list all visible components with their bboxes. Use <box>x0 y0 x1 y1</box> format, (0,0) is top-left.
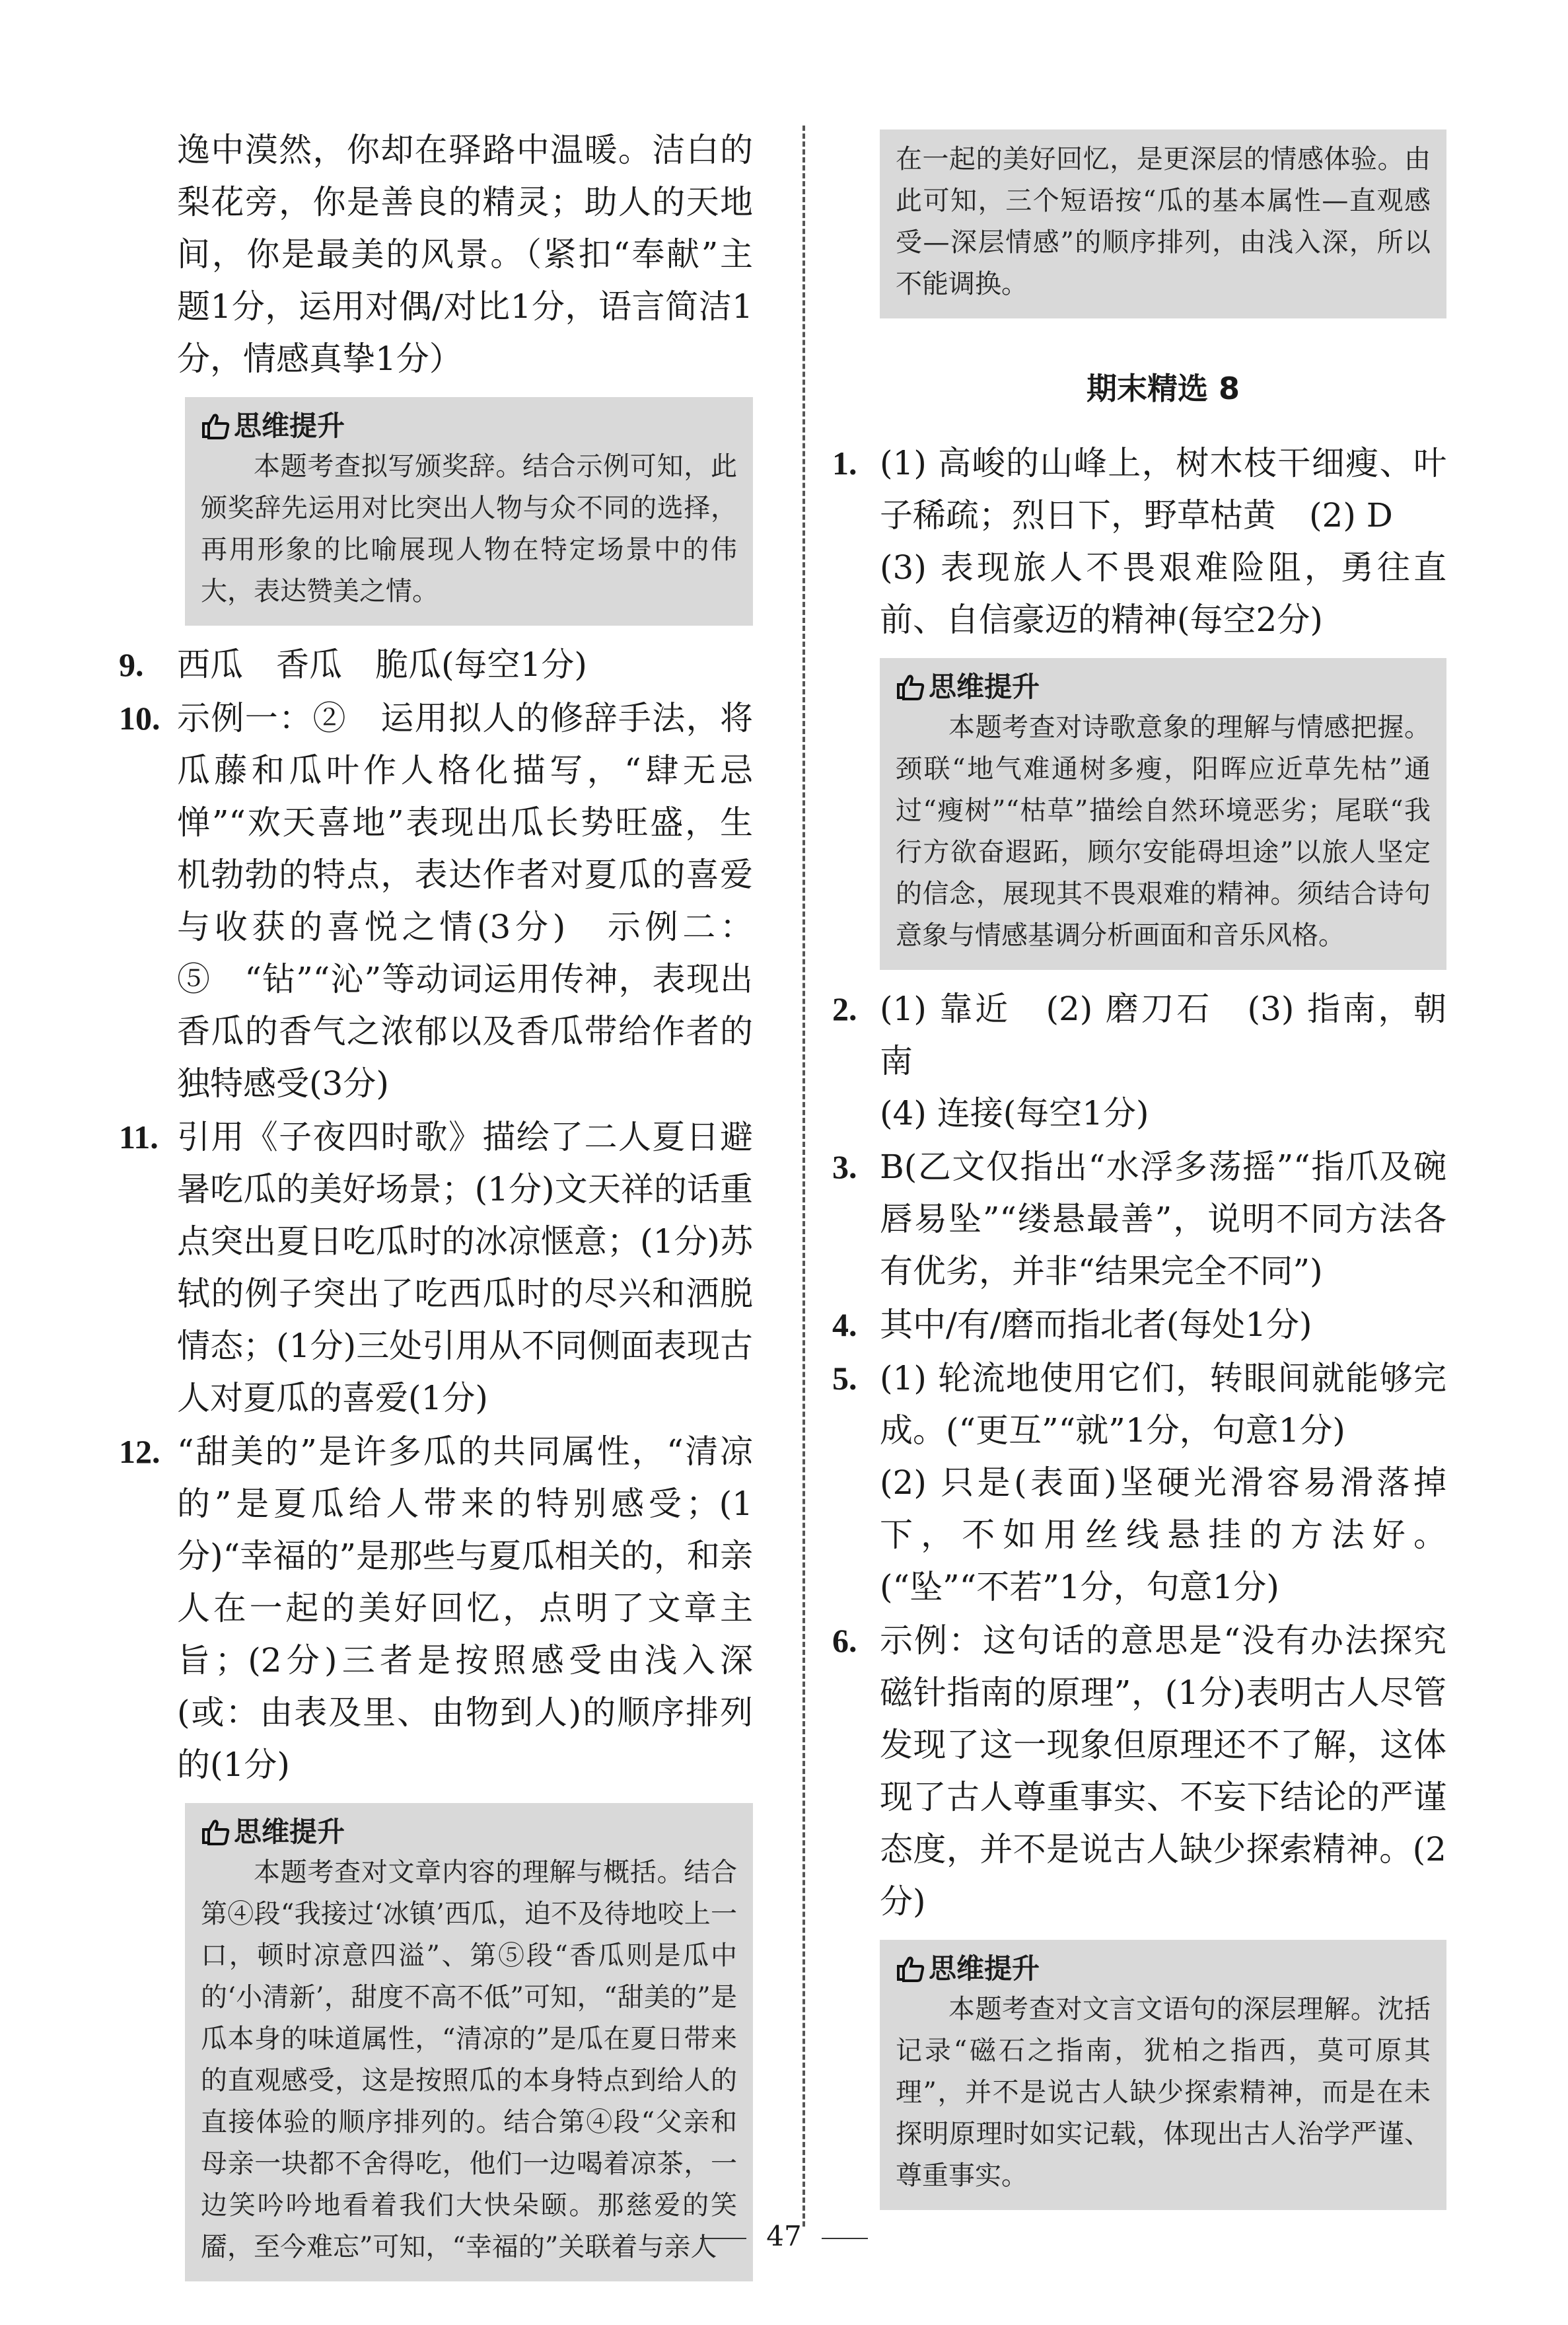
answer-item <box>832 437 1446 646</box>
answer-item <box>832 1352 1446 1613</box>
item-text: 示例一：② 运用拟人的修辞手法，将瓜藤和瓜叶作人格化描写，“肆无忌惮”“欢天喜地”表现出瓜长势旺盛，生机勃勃的特点，表达作者对夏瓜的喜爱与收获的喜悦之情(3分) 示例二：⑤ “钻”“沁”等动词运用传神，表现出香瓜的香气之浓郁以及香瓜带给作者的独特感受(3分) <box>177 699 753 1103</box>
thinking-box-continued <box>880 129 1446 318</box>
thinking-box <box>185 397 753 626</box>
item-number: 9. <box>119 646 144 683</box>
box-text: 本题考查对文言文语句的深层理解。沈括记录“磁石之指南，犹柏之指西，莫可原其理”，并不是说古人缺少探索精神，而是在未探明原理时如实记载，体现出古人治学严谨、尊重事实。 <box>896 1994 1431 2191</box>
right-column <box>832 129 1446 2223</box>
item-text: 示例：这句话的意思是“没有办法探究磁针指南的原理”，(1分)表明古人尽管发现了这一现象但原理还不了解，这体现了古人尊重事实、不妄下结论的严谨态度，并不是说古人缺少探索精神。(2分) <box>880 1621 1446 1921</box>
box-title: 思维提升 <box>234 1816 345 1848</box>
box-text: 本题考查拟写颁奖辞。结合示例可知，此颁奖辞先运用对比突出人物与众不同的选择，再用形象的比喻展现人物在特定场景中的伟大，表达赞美之情。 <box>201 451 737 607</box>
box-text: 本题考查对诗歌意象的理解与情感把握。颈联“地气难通树多瘦，阳晖应近草先枯”通过“瘦树”“枯草”描绘自然环境恶劣；尾联“我行方欲奋遐跖，顾尔安能碍坦途”以旅人坚定的信念，展现其不畏艰难的精神。须结合诗句意象与情感基调分析画面和音乐风格。 <box>896 712 1431 951</box>
continued-answer: 逸中漠然，你却在驿路中温暖。洁白的梨花旁，你是善良的精灵；助人的天地间，你是最美的风景。（紧扣“奉献”主题1分，运用对偶/对比1分，语言简洁1分，情感真挚1分） <box>177 131 753 378</box>
thinking-box <box>185 1803 753 2281</box>
item-number: 5. <box>832 1360 857 1397</box>
item-text: 其中/有/磨而指北者(每处1分) <box>880 1306 1312 1344</box>
item-text: B(乙文仅指出“水浮多荡摇”“指爪及碗唇易坠”“缕悬最善”，说明不同方法各有优劣，并非“结果完全不同”) <box>880 1148 1446 1290</box>
answer-item <box>832 1141 1446 1298</box>
thumbs-up-icon <box>201 1819 230 1845</box>
footer-dash <box>700 2238 746 2239</box>
item-number: 12. <box>119 1433 160 1470</box>
box-title: 思维提升 <box>929 1952 1040 1985</box>
item-text: (1) 靠近 (2) 磨刀石 (3) 指南，朝南 <box>880 990 1446 1080</box>
thinking-box <box>880 658 1446 970</box>
answer-item <box>832 1615 1446 1928</box>
box-title: 思维提升 <box>234 410 345 442</box>
item-text: (3) 表现旅人不畏艰难险阻，勇往直前、自信豪迈的精神(每空2分) <box>880 548 1446 639</box>
section-title: 期末精选 8 <box>1086 371 1240 406</box>
item-text: (2) 只是(表面)坚硬光滑容易滑落掉下，不如用丝线悬挂的方法好。(“坠”“不若”1分，句意1分) <box>880 1463 1446 1606</box>
page-footer <box>0 2220 1568 2252</box>
thumbs-up-icon <box>896 1956 925 1982</box>
item-text: “甜美的”是许多瓜的共同属性，“清凉的”是夏瓜给人带来的特别感受；(1分)“幸福的”是那些与夏瓜相关的，和亲人在一起的美好回忆，点明了文章主旨；(2分)三者是按照感受由浅入深(或：由表及里、由物到人)的顺序排列的(1分) <box>177 1432 753 1784</box>
answer-item <box>119 639 753 691</box>
answer-item <box>119 692 753 1110</box>
box-text: 本题考查对文章内容的理解与概括。结合第④段“我接过‘冰镇’西瓜，迫不及待地咬上一口，顿时凉意四溢”、第⑤段“香瓜则是瓜中的‘小清新’，甜度不高不低”可知，“甜美的”是瓜本身的味道属性，“清凉的”是瓜在夏日带来的直观感受，这是按照瓜的本身特点到给人的直接体验的顺序排列的。结合第④段“父亲和母亲一块都不舍得吃，他们一边喝着凉茶，一边笑吟吟地看着我们大快朵颐。那慈爱的笑靥，至今难忘”可知，“幸福的”关联着与亲人 <box>201 1857 737 2262</box>
item-number: 1. <box>832 445 857 482</box>
box-title: 思维提升 <box>929 671 1040 703</box>
thumbs-up-icon <box>201 413 230 439</box>
answer-item <box>832 1299 1446 1351</box>
answer-item <box>119 1426 753 1791</box>
footer-dash <box>822 2238 868 2239</box>
column-divider <box>802 126 805 2227</box>
item-number: 2. <box>832 990 857 1027</box>
answer-item <box>832 983 1446 1140</box>
item-number: 3. <box>832 1148 857 1185</box>
thumbs-up-icon <box>896 674 925 700</box>
item-number: 11. <box>119 1119 159 1156</box>
page-number: 47 <box>766 2220 802 2252</box>
item-text: (4) 连接(每空1分) <box>880 1094 1149 1132</box>
item-text: (1) 高峻的山峰上，树木枝干细瘦、叶子稀疏；烈日下，野草枯黄 (2) D <box>880 444 1446 535</box>
item-number: 6. <box>832 1622 857 1659</box>
item-number: 10. <box>119 700 160 737</box>
thinking-box <box>880 1940 1446 2210</box>
answer-item <box>119 1111 753 1424</box>
item-text: 引用《子夜四时歌》描绘了二人夏日避暑吃瓜的美好场景；(1分)文天祥的话重点突出夏日吃瓜时的冰凉惬意；(1分)苏轼的例子突出了吃西瓜时的尽兴和洒脱情态；(1分)三处引用从不同侧面表现古人对夏瓜的喜爱(1分) <box>177 1118 753 1417</box>
left-column <box>119 124 753 2295</box>
item-text: 西瓜 香瓜 脆瓜(每空1分) <box>177 646 587 684</box>
item-number: 4. <box>832 1306 857 1343</box>
item-text: (1) 轮流地使用它们，转眼间就能够完成。(“更互”“就”1分，句意1分) <box>880 1359 1446 1450</box>
box-text: 在一起的美好回忆，是更深层的情感体验。由此可知，三个短语按“瓜的基本属性—直观感受—深层情感”的顺序排列，由浅入深，所以不能调换。 <box>896 144 1431 299</box>
